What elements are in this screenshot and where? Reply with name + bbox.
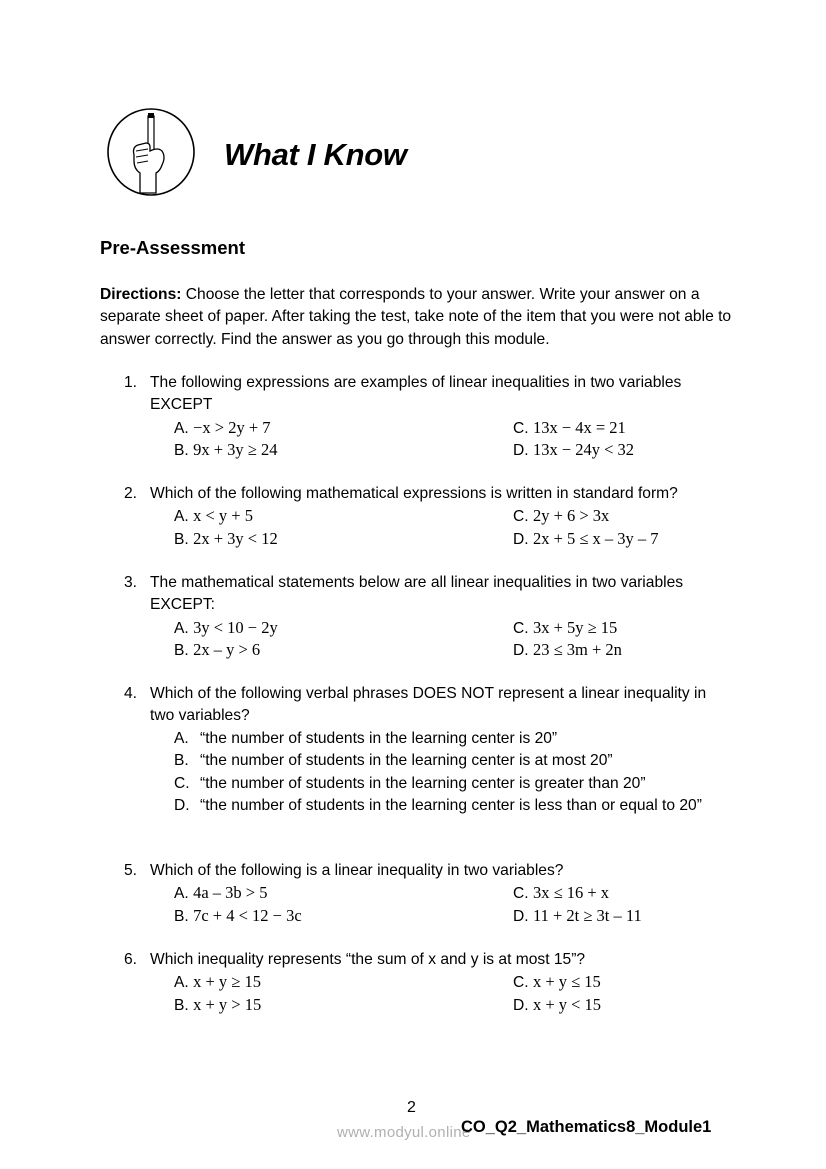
option-c: C. 13x − 4x = 21 xyxy=(513,417,626,437)
option-c: C. 3x ≤ 16 + x xyxy=(513,883,610,903)
option-b: B. x + y > 15 xyxy=(174,994,262,1014)
question-stem: The mathematical statements below are all linear inequalities in two variables EXCEPT: xyxy=(150,574,684,614)
options-grid xyxy=(124,417,734,462)
question-stem: Which inequality represents “the sum of x and y is at most 15”? xyxy=(150,951,586,968)
options-grid xyxy=(124,971,734,1016)
hand-holding-pencil-icon xyxy=(106,107,196,197)
option-d: D. 2x + 5 ≤ x – 3y – 7 xyxy=(513,528,659,548)
option-a: A. x + y ≥ 15 xyxy=(174,972,261,992)
question-5 xyxy=(124,860,734,927)
question-stem: Which of the following verbal phrases DOES NOT represent a linear inequality in two variables? xyxy=(150,685,707,725)
option-c: C. 2y + 6 > 3x xyxy=(513,506,610,526)
question-stem: Which of the following is a linear inequality in two variables? xyxy=(150,862,564,879)
question-number: 5. xyxy=(124,862,138,879)
option-a: A. 4a – 3b > 5 xyxy=(174,883,268,903)
question-4 xyxy=(124,683,734,817)
question-number: 2. xyxy=(124,485,138,502)
watermark: www.modyul.online xyxy=(337,1124,471,1141)
option-d: D. x + y < 15 xyxy=(513,994,602,1014)
module-code: CO_Q2_Mathematics8_Module1 xyxy=(461,1118,712,1136)
option-a: A. −x > 2y + 7 xyxy=(174,417,271,437)
page-title: What I Know xyxy=(224,137,407,172)
option-c: C. x + y ≤ 15 xyxy=(513,972,601,992)
question-6 xyxy=(124,949,734,1016)
question-stem: Which of the following mathematical expressions is written in standard form? xyxy=(150,485,678,502)
question-2 xyxy=(124,483,734,550)
page-number: 2 xyxy=(407,1099,416,1116)
option-b: B. 7c + 4 < 12 − 3c xyxy=(174,905,302,925)
option-c: C. “the number of students in the learning center is greater than 20” xyxy=(174,774,646,792)
option-b: B. 2x + 3y < 12 xyxy=(174,528,278,548)
option-b: B. 9x + 3y ≥ 24 xyxy=(174,440,278,460)
option-c: C. 3x + 5y ≥ 15 xyxy=(513,617,618,637)
option-b: B. 2x – y > 6 xyxy=(174,640,261,660)
option-d: D. 23 ≤ 3m + 2n xyxy=(513,640,622,660)
question-number: 3. xyxy=(124,574,138,591)
options-grid xyxy=(124,882,734,927)
option-b: B. “the number of students in the learning center is at most 20” xyxy=(174,752,613,770)
option-a: A. 3y < 10 − 2y xyxy=(174,617,278,637)
directions-label: Directions: xyxy=(100,286,182,303)
option-d: D. 11 + 2t ≥ 3t – 11 xyxy=(513,905,642,925)
question-1 xyxy=(124,372,734,462)
option-d: D. “the number of students in the learning center is less than or equal to 20” xyxy=(174,797,702,815)
question-number: 4. xyxy=(124,685,138,702)
options-list xyxy=(174,728,734,818)
question-3 xyxy=(124,572,734,662)
question-stem: The following expressions are examples of linear inequalities in two variables EXCEPT xyxy=(150,374,682,414)
options-grid xyxy=(124,505,734,550)
options-grid xyxy=(124,617,734,662)
option-a: A. x < y + 5 xyxy=(174,506,253,526)
option-a: A. “the number of students in the learning center is 20” xyxy=(174,729,558,747)
section-title: Pre-Assessment xyxy=(100,237,245,258)
question-number: 1. xyxy=(124,374,138,391)
option-d: D. 13x − 24y < 32 xyxy=(513,440,635,460)
directions-text: Choose the letter that corresponds to your answer. Write your answer on a separate sheet of paper. After taking the test, take note of the item that you were not able to answer correctly. Find the answer as you go through this module. xyxy=(100,286,732,348)
question-number: 6. xyxy=(124,951,138,968)
directions-paragraph xyxy=(100,284,732,351)
